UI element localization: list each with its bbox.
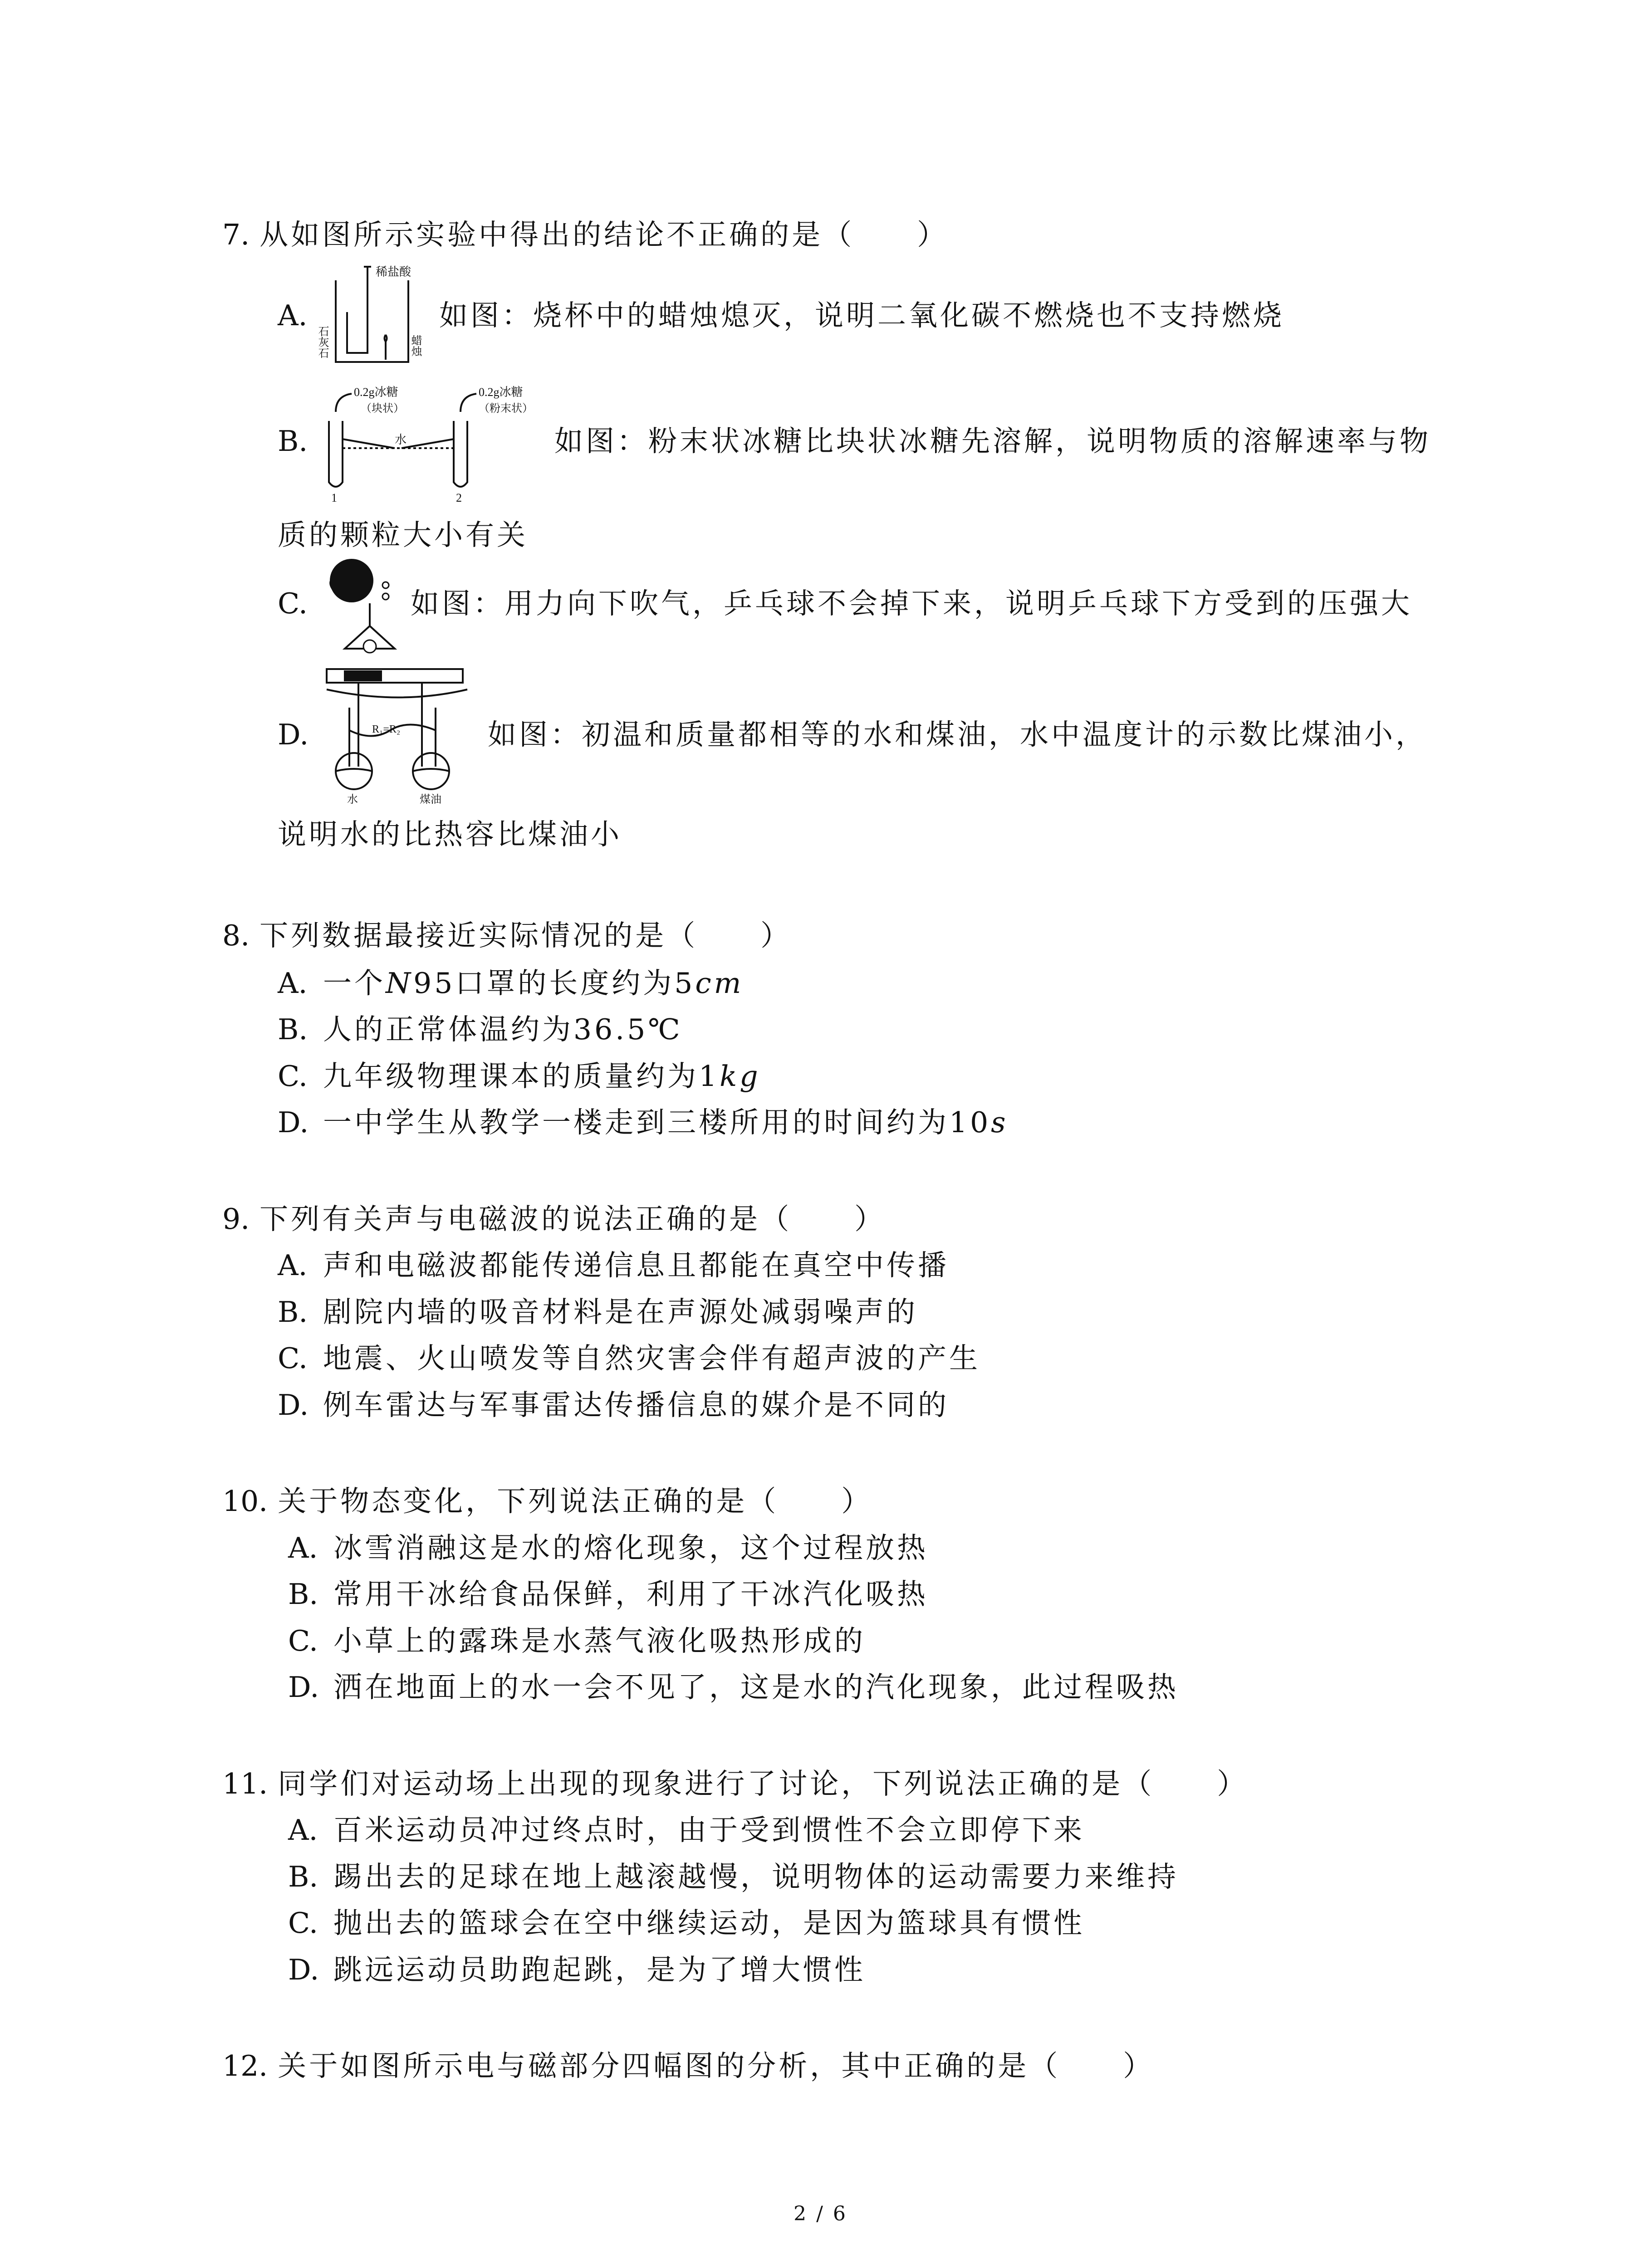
option-label: A. [278, 1249, 308, 1282]
question-7-option-d-text-line1: 如图：初温和质量都相等的水和煤油，水中温度计的示数比煤油小， [488, 718, 1427, 751]
question-9-option-d [278, 1387, 949, 1423]
figure-label: 石灰石 [316, 326, 328, 358]
option-label: D. [288, 1953, 319, 1986]
figure-label: （块状） [361, 403, 404, 415]
co2-candle-beaker-figure [316, 262, 436, 371]
question-11-option-c [288, 1905, 1085, 1941]
question-7-option-c-label [278, 586, 323, 622]
option-text: 声和电磁波都能传递信息且都能在真空中传播 [323, 1249, 949, 1282]
figure-label: 1 [331, 491, 337, 504]
option-text: 人的正常体温约为36.5℃ [323, 1013, 683, 1046]
option-unit: kg [720, 1060, 761, 1093]
question-7-option-b-text-line1: 如图：粉末状冰糖比块状冰糖先溶解，说明物质的溶解速率与物 [554, 425, 1431, 458]
question-11-stem [222, 1766, 1248, 1802]
figure-label: 2 [456, 491, 462, 504]
question-7-option-b-label [278, 423, 323, 459]
question-7-option-b-text-line2: 质的颗粒大小有关 [278, 518, 528, 552]
question-10-option-d [288, 1669, 1179, 1706]
question-text: 下列有关声与电磁波的说法正确的是（ ） [260, 1202, 886, 1236]
question-8-option-c [278, 1058, 761, 1095]
option-label: B. [288, 1578, 318, 1611]
option-text: 百米运动员冲过终点时，由于受到惯性不会立即停下来 [333, 1813, 1085, 1847]
sugar-dissolving-tubes-figure [318, 380, 554, 503]
question-8-option-b [278, 1012, 683, 1048]
question-10-option-c [288, 1623, 866, 1659]
option-label: B. [278, 425, 308, 458]
question-7-stem [222, 217, 948, 253]
option-text: 跳远运动员助跑起跳，是为了增大惯性 [333, 1953, 866, 1986]
option-unit: cm [695, 967, 744, 1000]
question-11-option-a [288, 1812, 1085, 1848]
question-10-option-a [288, 1530, 928, 1566]
question-8-stem [222, 918, 792, 954]
option-label: C. [278, 1060, 308, 1093]
question-7-option-d-label [278, 717, 323, 753]
ping-pong-funnel-figure [318, 558, 408, 658]
question-text: 从如图所示实验中得出的结论不正确的是（ ） [260, 218, 949, 251]
option-label: B. [288, 1860, 318, 1893]
question-number: 7. [222, 218, 250, 251]
question-7-option-c-text: 如图：用力向下吹气，乒乓球不会掉下来，说明乒乓球下方受到的压强大 [411, 587, 1412, 620]
question-number: 10. [222, 1485, 268, 1518]
figure-label: 0.2g冰糖 [479, 386, 523, 399]
option-label: C. [288, 1906, 318, 1940]
page-indicator: 2 / 6 [794, 2202, 847, 2225]
option-text: 九年级物理课本的质量约为1 [323, 1060, 720, 1093]
option-text: 踢出去的足球在地上越滚越慢，说明物体的运动需要力来维持 [333, 1860, 1179, 1893]
figure-label: 水 [395, 433, 407, 446]
option-label: B. [278, 1295, 308, 1329]
question-text: 下列数据最接近实际情况的是（ ） [260, 919, 792, 952]
question-number: 9. [222, 1202, 250, 1236]
figure-label: R₁=R₂ [372, 723, 401, 735]
question-text: 同学们对运动场上出现的现象进行了讨论，下列说法正确的是（ ） [278, 1767, 1249, 1800]
figure-label: 0.2g冰糖 [354, 386, 398, 399]
option-text: 一中学生从教学一楼走到三楼所用的时间约为10 [323, 1106, 991, 1139]
question-number: 12. [222, 2049, 268, 2082]
option-text: 洒在地面上的水一会不见了，这是水的汽化现象，此过程吸热 [333, 1671, 1179, 1704]
option-text: 剧院内墙的吸音材料是在声源处减弱噪声的 [323, 1295, 918, 1329]
option-unit: s [991, 1106, 1009, 1139]
option-text: 一个 [323, 967, 386, 1000]
option-label: A. [288, 1813, 318, 1847]
question-number: 8. [222, 919, 250, 952]
option-label: D. [288, 1671, 319, 1704]
option-label: C. [278, 587, 308, 620]
option-label: C. [288, 1624, 318, 1657]
question-text: 关于如图所示电与磁部分四幅图的分析，其中正确的是（ ） [278, 2049, 1155, 2082]
option-label: D. [278, 1106, 309, 1139]
option-label: A. [288, 1531, 318, 1564]
option-text-italic: N [386, 967, 414, 1000]
option-text: 小草上的露珠是水蒸气液化吸热形成的 [333, 1624, 866, 1657]
option-label: A. [278, 967, 308, 1000]
option-text: 地震、火山喷发等自然灾害会伴有超声波的产生 [323, 1342, 980, 1375]
option-text: 冰雪消融这是水的熔化现象，这个过程放热 [333, 1531, 928, 1564]
option-text: 95口罩的长度约为5 [413, 967, 696, 1000]
question-12-stem [222, 2048, 1154, 2084]
question-number: 11. [222, 1767, 268, 1800]
figure-label: 蜡烛 [409, 335, 421, 357]
question-7-option-d-text-line2: 说明水的比热容比煤油小 [278, 818, 622, 851]
option-text: 常用干冰给食品保鲜，利用了干冰汽化吸热 [333, 1578, 928, 1611]
option-label: A. [278, 299, 308, 332]
question-11-option-d [288, 1952, 866, 1988]
question-10-option-b [288, 1576, 928, 1613]
figure-label: （粉末状） [479, 403, 533, 415]
option-label: C. [278, 1342, 308, 1375]
option-text: 抛出去的篮球会在空中继续运动，是因为篮球具有惯性 [333, 1906, 1085, 1940]
question-10-stem [222, 1483, 872, 1520]
question-8-option-a [278, 965, 744, 1002]
question-9-option-a [278, 1247, 949, 1284]
question-8-option-d [278, 1105, 1009, 1141]
option-text: 例车雷达与军事雷达传播信息的媒介是不同的 [323, 1388, 949, 1422]
figure-label: 水 [347, 794, 358, 806]
option-label: D. [278, 1388, 309, 1422]
question-7-option-a-text: 如图：烧杯中的蜡烛熄灭，说明二氧化碳不燃烧也不支持燃烧 [439, 299, 1284, 332]
question-text: 关于物态变化，下列说法正确的是（ ） [278, 1485, 873, 1518]
question-9-option-c [278, 1340, 980, 1377]
figure-label: 煤油 [420, 794, 441, 806]
specific-heat-comparison-figure [318, 662, 481, 807]
question-9-stem [222, 1201, 886, 1237]
question-11-option-b [288, 1859, 1179, 1895]
question-9-option-b [278, 1294, 918, 1330]
figure-label: 稀盐酸 [376, 265, 411, 279]
option-label: D. [278, 718, 309, 751]
option-label: B. [278, 1013, 308, 1046]
